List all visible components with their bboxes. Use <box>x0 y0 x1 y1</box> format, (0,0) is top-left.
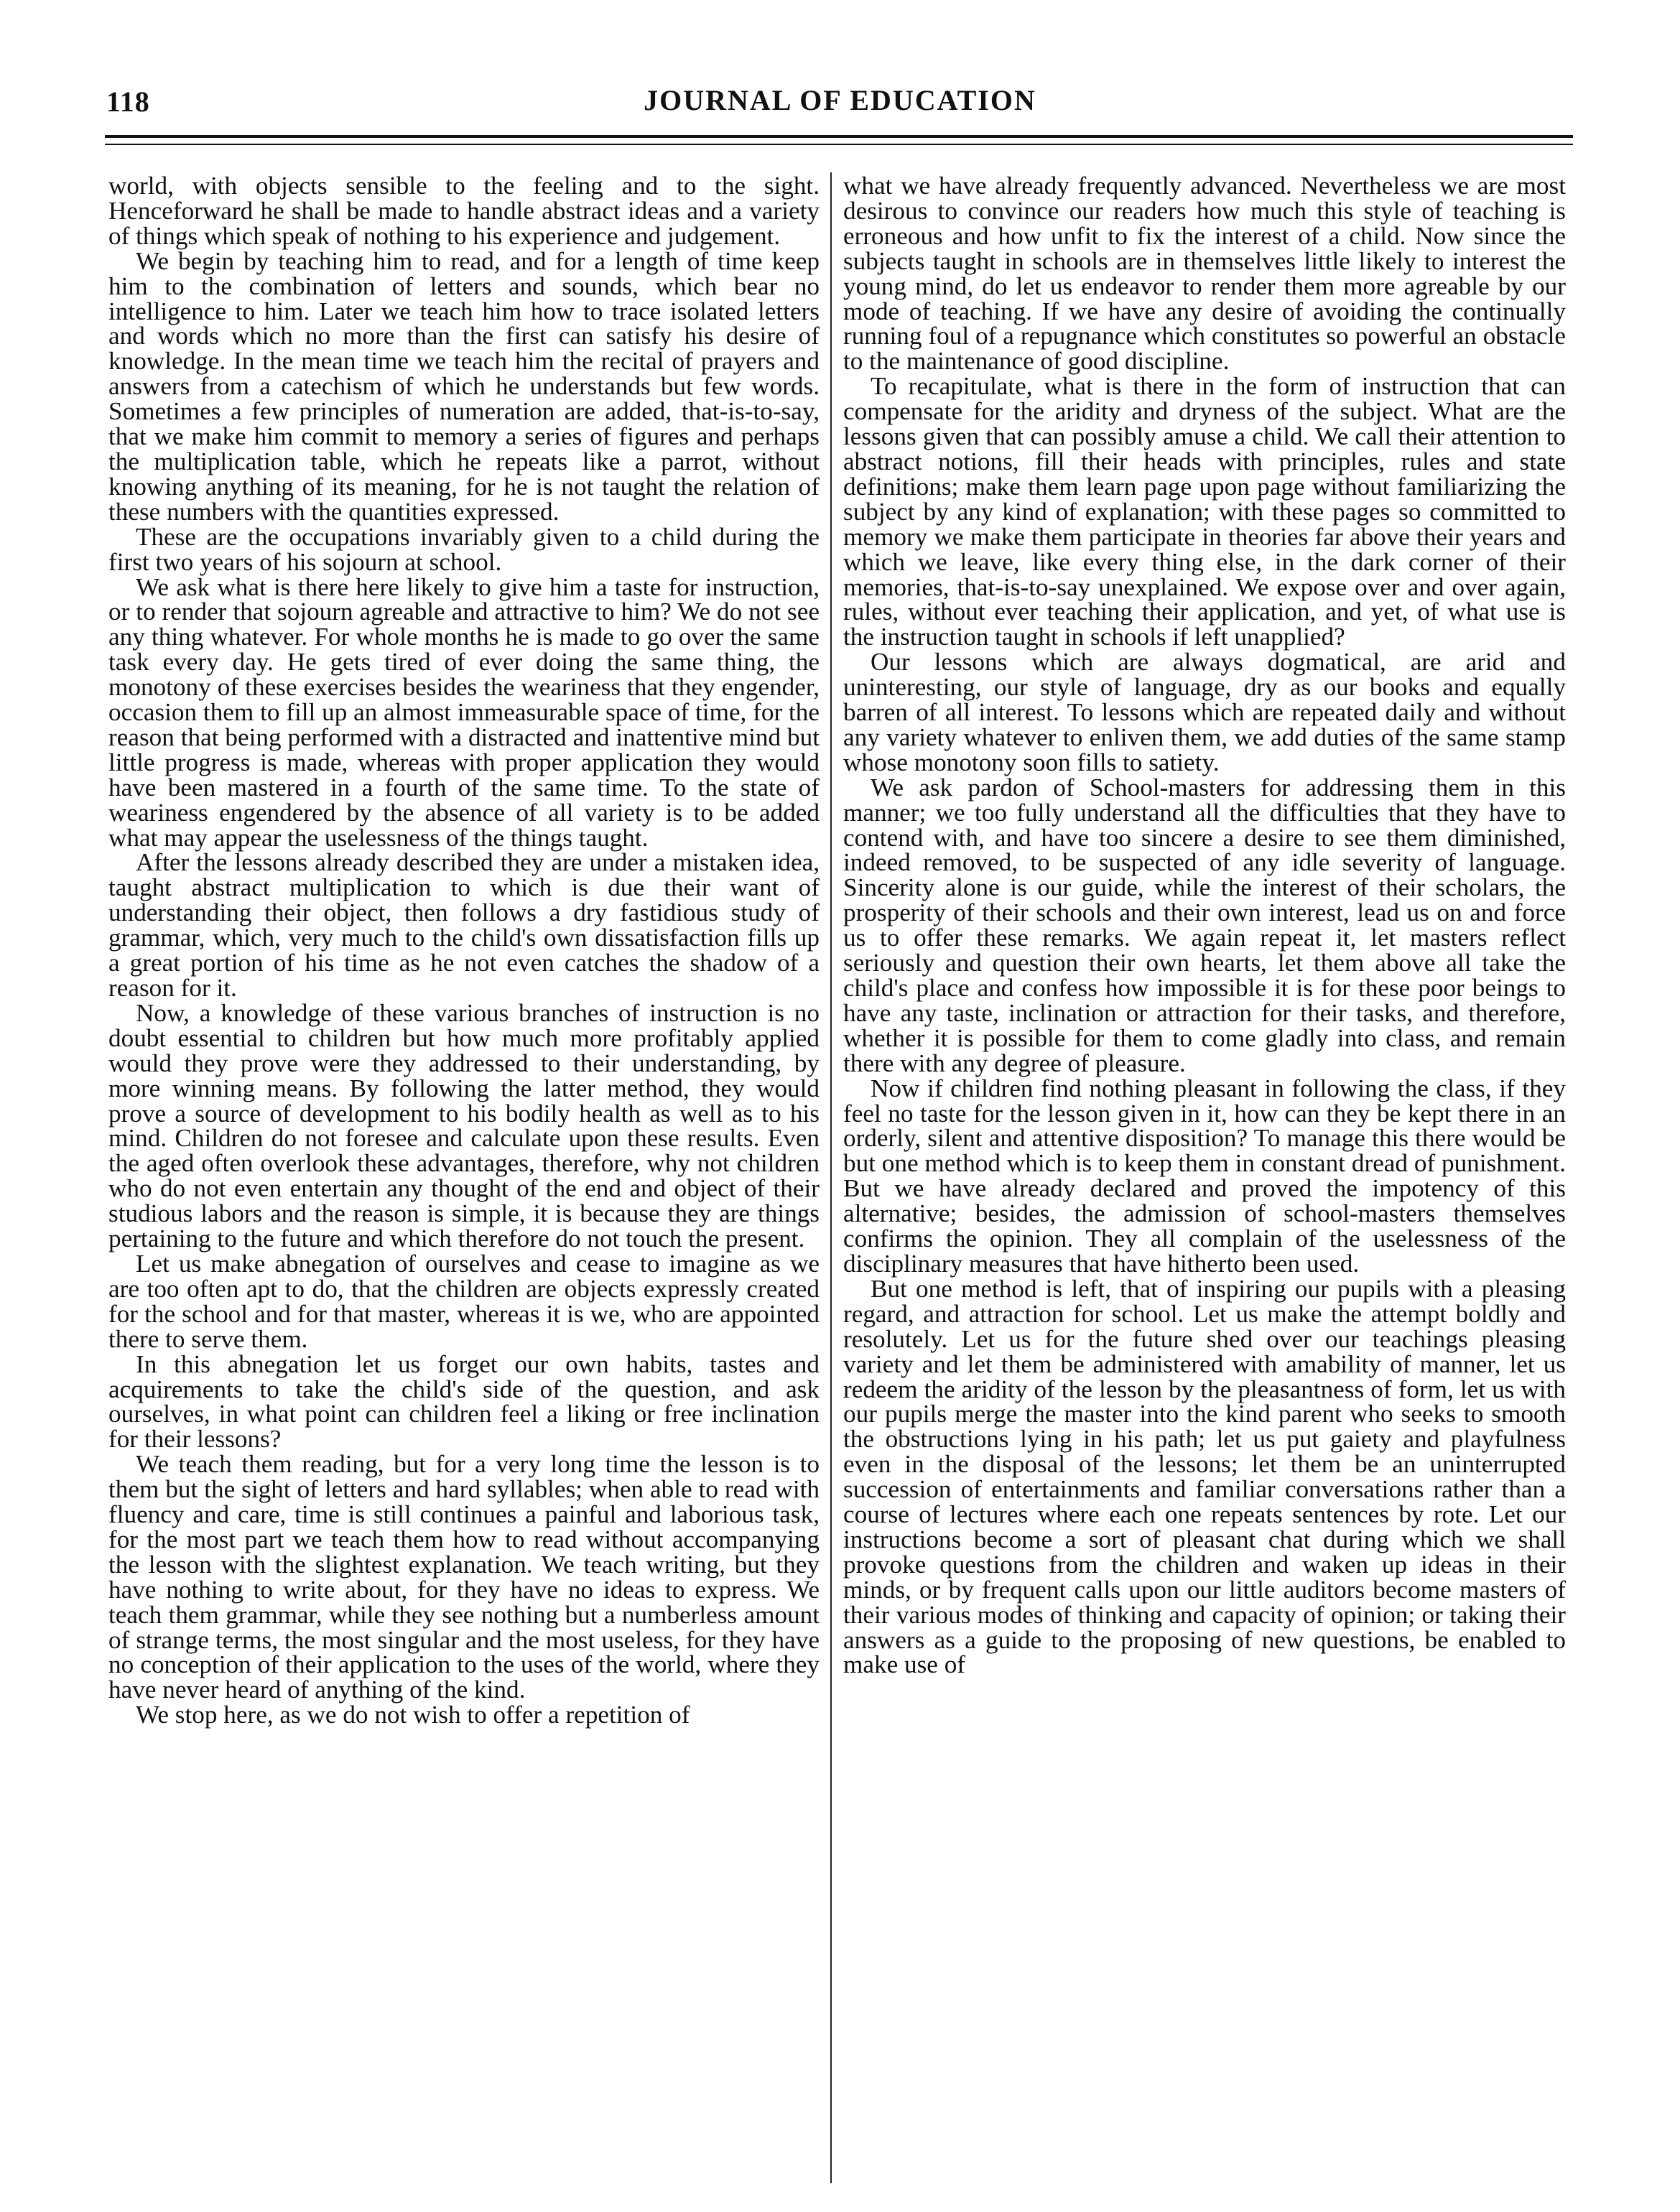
paragraph: To recapitulate, what is there in the form of instruction that can compensate for the aridity and dryness of the subject. What are the lessons given that can possibly amuse a child. We call their attention to abstract notions, fill their heads with principles, rules and state definitions; make them learn page upon page without familiarizing the subject by any kind of explanation; with these pages so committed to memory we make them participate in theories far above their years and which we leave, like every thing else, in the dark corner of their memories, that-is-to-say unexplained. We expose over and over again, rules, without ever teaching their application, and yet, of what use is the instruction taught in schools if left unapplied? <box>843 372 1566 651</box>
paragraph: Now, a knowledge of these various branches of instruction is no doubt essential to children but how much more profitably applied would they prove were they addressed to their understanding, by more winning means. By following the latter method, they would prove a source of development to his bodily health as well as to his mind. Children do not foresee and calculate upon these results. Even the aged often overlook these advantages, therefore, why not children who do not even entertain any thought of the end and object of their studious labors and the reason is simple, it is because they are things pertaining to the future and which therefore do not touch the present. <box>108 998 820 1253</box>
paragraph: But one method is left, that of inspiring our pupils with a pleasing regard, and attraction for school. Let us make the attempt boldly and resolutely. Let us for the future shed over our teachings pleasing variety and let them be administered with amability of manner, let us redeem the aridity of the lesson by the pleasantness of form, let us with our pupils merge the master into the kind parent who seeks to smooth the obstructions lying in his path; let us put gaiety and playfulness even in the disposal of the lessons; let them be an uninterrupted succession of entertainments and familiar conversations rather than a course of lectures where each one repeats sentences by rote. Let our instructions become a sort of pleasant chat during which we shall provoke questions from the children and waken up ideas in their minds, or by frequent calls upon our little auditors become masters of their various modes of thinking and capacity of opinion; or taking their answers as a guide to the proposing of new questions, be enabled to make use of <box>843 1274 1566 1679</box>
paragraph: We ask pardon of School-masters for addressing them in this manner; we too fully understand all the difficulties that they have to contend with, and have too sincere a desire to see them diminished, indeed removed, to be suspected of any idle severity of language. Sincerity alone is our guide, while the interest of their scholars, the prosperity of their schools and their own interest, lead us on and force us to offer these remarks. We again repeat it, let masters reflect seriously and question their own hearts, let them above all take the child's place and confess how impossible it is for these poor beings to have any taste, inclination or attraction for their tasks, and therefore, whether it is possible for them to come gladly into class, and remain there with any degree of pleasure. <box>843 773 1566 1077</box>
paragraph: We begin by teaching him to read, and for a length of time keep him to the combination of letters and sounds, which bear no intelligence to him. Later we teach him how to trace isolated letters and words which no more than the first can satisfy his desire of knowledge. In the mean time we teach him the recital of prayers and answers from a catechism of which he understands but few words. Sometimes a few principles of numeration are added, that-is-to-say, that we make him commit to memory a series of figures and perhaps the multiplication table, which he repeats like a parrot, without knowing anything of its meaning, for he is not taught the relation of these numbers with the quantities expressed. <box>108 246 820 526</box>
column-divider <box>830 172 832 2183</box>
left-column <box>108 174 820 1728</box>
paragraph: In this abnegation let us forget our own habits, tastes and acquirements to take the child's side of the question, and ask ourselves, in what point can children feel a liking or free inclination for their lessons? <box>108 1349 820 1454</box>
paragraph: We ask what is there here likely to give him a taste for instruction, or to render that sojourn agreable and attractive to him? We do not see any thing whatever. For whole months he is made to go over the same task every day. He gets tired of ever doing the same thing, the monotony of these exercises besides the weariness that they engender, occasion them to fill up an almost immeasurable space of time, for the reason that being performed with a distracted and inattentive mind but little progress is made, whereas with proper application they would have been mastered in a fourth of the same time. To the state of weariness engendered by the absence of all variety is to be added what may appear the uselessness of the things taught. <box>108 572 820 852</box>
paragraph: After the lessons already described they are under a mistaken idea, taught abstract multiplication to which is due their want of understanding their object, then follows a dry fastidious study of grammar, which, very much to the child's own dissatisfaction fills up a great portion of his time as he not even catches the shadow of a reason for it. <box>108 848 820 1002</box>
paragraph: We stop here, as we do not wish to offer a repetition of <box>136 1701 690 1729</box>
page-number: 118 <box>106 85 150 118</box>
paragraph: These are the occupations invariably given to a child during the first two years of his sojourn at school. <box>108 522 820 576</box>
paragraph: world, with objects sensible to the feeling and to the sight. Henceforward he shall be made to handle abstract ideas and a variety of things which speak of nothing to his experience and judgement. <box>108 172 820 250</box>
right-column <box>843 174 1566 1678</box>
paragraph: Let us make abnegation of ourselves and cease to imagine as we are too often apt to do, that the children are objects expressly created for the school and for that master, whereas it is we, who are appointed there to serve them. <box>108 1249 820 1353</box>
paragraph: Our lessons which are always dogmatical, are arid and uninteresting, our style of language, dry as our books and equally barren of all interest. To lessons which are repeated daily and without any variety whatever to enliven them, we add duties of the same stamp whose monotony soon fills to satiety. <box>843 648 1566 776</box>
header-rule-thick <box>105 135 1573 138</box>
journal-title: JOURNAL OF EDUCATION <box>644 84 1036 116</box>
paragraph: We teach them reading, but for a very long time the lesson is to them but the sight of letters and hard syllables; when able to read with fluency and care, time is still continues a painful and laborious task, for the most part we teach them how to read without accompanying the lesson with the slightest explanation. We teach writing, but they have nothing to write about, for they have no ideas to express. We teach them grammar, while they see nothing but a numberless amount of strange terms, the most singular and the most useless, for they have no conception of their application to the uses of the world, where they have never heard of anything of the kind. <box>108 1450 820 1704</box>
paragraph: what we have already frequently advanced. Nevertheless we are most desirous to convince our readers how much this style of teaching is erroneous and how unfit to fix the interest of a child. Now since the subjects taught in schools are in themselves little likely to interest the young mind, do let us endeavor to render them more agreable by our mode of teaching. If we have any desire of avoiding the continually running foul of a repugnance which constitutes so powerful an obstacle to the maintenance of good discipline. <box>843 172 1566 376</box>
paragraph: Now if children find nothing pleasant in following the class, if they feel no taste for the lesson given in it, how can they be kept there in an orderly, silent and attentive disposition? To manage this there would be but one method which is to keep them in constant dread of punishment. But we have already declared and proved the impotency of this alternative; besides, the admission of school-masters themselves confirms the opinion. They all complain of the uselessness of the disciplinary measures that have hitherto been used. <box>843 1074 1566 1278</box>
header-rule-thin <box>105 144 1573 145</box>
